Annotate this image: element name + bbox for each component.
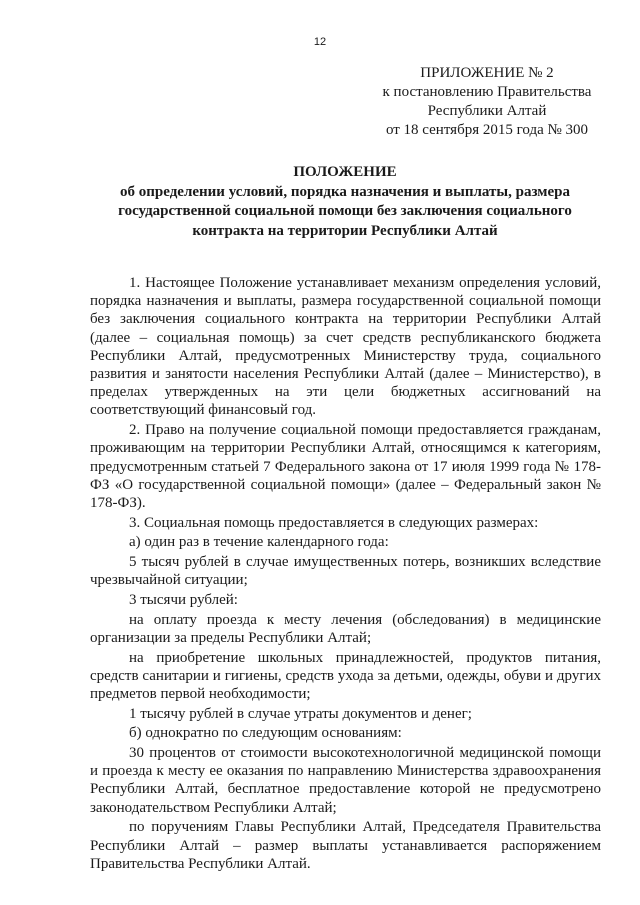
appendix-block xyxy=(362,64,612,140)
paragraph-1k: 1 тысячу рублей в случае утраты документов и денег; xyxy=(129,705,472,722)
paragraph-3: 3. Социальная помощь предоставляется в следующих размерах: xyxy=(129,514,539,531)
title-heading: ПОЛОЖЕНИЕ xyxy=(293,164,397,180)
appendix-region: Республики Алтай xyxy=(427,103,547,119)
paragraph-3k: 3 тысячи рублей: xyxy=(129,591,238,608)
title-line: контракта на территории Республики Алтай xyxy=(192,222,498,239)
page-number: 12 xyxy=(313,36,327,48)
title-line: об определении условий, порядка назначения и выплаты, размера xyxy=(120,183,570,200)
paragraph-1: 1. Настоящее Положение устанавливает механизм определения условий, порядка назначения и выплаты, размера государственной социальной помощи без заключения социального контракта на территории Республики Алтай (далее – социальная помощь) за счет средств республиканского бюджета Республики Алтай, предусмотренных Министерству труда, социального развития и занятости населения Республики Алтай (далее – Министерство), в пределах утвержденных на эти цели бюджетных ассигнований на соответствующий финансовый год. xyxy=(90,275,601,419)
paragraph-3a: а) один раз в течение календарного года: xyxy=(129,534,389,551)
paragraph-2: 2. Право на получение социальной помощи предоставляется гражданам, проживающим на территории Республики Алтай, относящимся к категориям, предусмотренным статьей 7 Федерального закона от 17 июля 1999 года № 178-ФЗ «О государственной социальной помощи» (далее – Федеральный закон № 178-ФЗ). xyxy=(90,422,601,511)
appendix-date: от 18 сентября 2015 года № 300 xyxy=(385,122,589,138)
document-body xyxy=(90,274,601,873)
title-line: государственной социальной помощи без заключения социального xyxy=(118,203,572,219)
paragraph-travel: на оплату проезда к месту лечения (обследования) в медицинские организации за пределы Республики Алтай; xyxy=(90,611,601,646)
paragraph-orders: по поручениям Главы Республики Алтай, Председателя Правительства Республики Алтай – размер выплаты устанавливается распоряжением Правительства Республики Алтай. xyxy=(90,819,601,872)
appendix-number: ПРИЛОЖЕНИЕ № 2 xyxy=(420,65,554,81)
paragraph-supplies: на приобретение школьных принадлежностей, продуктов питания, средств санитарии и гигиены, средств ухода за детьми, одежды, обуви и других предметов первой необходимости; xyxy=(90,649,601,702)
document-title xyxy=(90,163,600,241)
paragraph-5k: 5 тысяч рублей в случае имущественных потерь, возникших вследствие чрезвычайной ситуации; xyxy=(90,554,601,589)
appendix-reference: к постановлению Правительства xyxy=(382,84,592,100)
paragraph-30pct: 30 процентов от стоимости высокотехнологичной медицинской помощи и проезда к месту ее оказания по направлению Министерства здравоохранения Республики Алтай, бесплатное предоставление которой не предусмотрено законодательством Республики Алтай; xyxy=(90,745,601,816)
paragraph-3b: б) однократно по следующим основаниям: xyxy=(129,725,402,742)
